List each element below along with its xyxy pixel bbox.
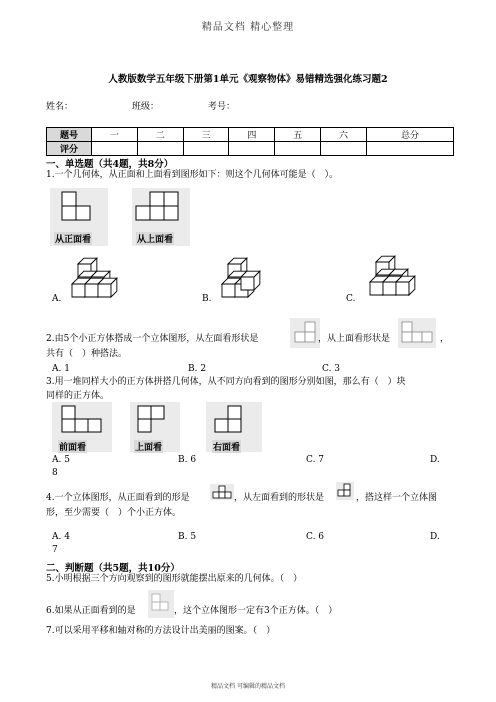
score-cell[interactable] <box>366 142 453 156</box>
unit-cube <box>98 278 117 297</box>
question-2-text-c: ， <box>440 334 450 344</box>
score-cell[interactable] <box>183 142 229 156</box>
score-cell[interactable] <box>92 142 138 156</box>
score-table <box>46 127 454 156</box>
q4-option-c[interactable]: C. 6 <box>306 532 325 542</box>
score-header-cell: 一 <box>92 128 138 142</box>
question-5-text: 5.小明根据三个方向观察到的图形就能摆出原来的几何体。（ ） <box>46 574 303 584</box>
score-header-cell: 五 <box>275 128 321 142</box>
score-header-cell: 题号 <box>47 128 92 142</box>
q1-option-b[interactable]: B. <box>202 294 212 304</box>
question-4-text-a: 4.一个立体图形，从正面看到的形是 <box>46 493 190 503</box>
question-4-text-d: 形，至少需要（ ）个小正方体。 <box>46 508 182 518</box>
q2-option-a[interactable]: A. 1 <box>52 364 70 374</box>
q3-right-view-label: 右面看 <box>212 440 241 453</box>
section-1-heading: 一、单选题（共4题，共8分） <box>46 159 174 170</box>
page-title: 人教版数学五年级下册第1单元《观察物体》易错精选强化练习题2 <box>108 74 388 85</box>
q1-option-c-cube-figure <box>358 252 410 304</box>
q3-option-a[interactable]: A. 5 <box>52 455 70 465</box>
question-6-text-a: 6.如果从正面看到的是 <box>46 606 136 616</box>
unit-cube <box>396 276 415 295</box>
q4-option-d[interactable]: D. <box>430 532 440 542</box>
q1-option-b-cube-figure <box>212 256 262 304</box>
score-row-label: 评分 <box>47 142 92 156</box>
page-footer: 精品文档 可编辑的精品文档 <box>211 683 285 690</box>
score-header-cell: 二 <box>137 128 183 142</box>
q6-front-view-figure <box>148 590 174 618</box>
unit-cube <box>241 271 260 290</box>
q4-front-view-figure <box>210 484 234 500</box>
score-header-cell: 总分 <box>366 128 453 142</box>
q2-option-c[interactable]: C. 3 <box>322 364 341 374</box>
q1-top-view-label: 从上面看 <box>136 232 174 245</box>
question-4-text-b: ，从左面看到的形状是 <box>234 493 325 503</box>
q3-option-b[interactable]: B. 6 <box>178 455 197 465</box>
question-7-text: 7.可以采用平移和轴对称的方法设计出美丽的图案。（ ） <box>46 626 276 636</box>
q1-front-view-label: 从正面看 <box>54 232 92 245</box>
question-3-text-line-1: 3.用一堆同样大小的正方体拼搭几何体，从不同方向看到的图形分别如图，那么有（ ）块 <box>46 377 406 387</box>
q4-option-d-value: 7 <box>52 545 58 555</box>
q3-option-c[interactable]: C. 7 <box>306 455 325 465</box>
number-label: 考号： <box>208 102 236 112</box>
question-2-text-b: ，从上面看形状是 <box>318 334 391 344</box>
q3-top-view-label: 上面看 <box>134 440 163 453</box>
score-cell[interactable] <box>275 142 321 156</box>
score-cell[interactable] <box>137 142 183 156</box>
question-1-text: 1.一个几何体，从正面和上面看到图形如下：则这个几何体可能是（ ）。 <box>46 170 339 180</box>
question-2-text-d: 共有（ ）种搭法。 <box>46 349 128 359</box>
question-4-text-c: ，搭这样一个立体图 <box>356 493 438 503</box>
score-header-cell: 三 <box>183 128 229 142</box>
q2-top-view-figure <box>398 318 436 348</box>
q4-option-b[interactable]: B. 5 <box>178 532 197 542</box>
q4-left-view-figure <box>336 482 354 500</box>
q3-option-d-value: 8 <box>52 468 58 478</box>
q3-option-d[interactable]: D. <box>430 455 440 465</box>
q1-option-a[interactable]: A. <box>52 294 62 304</box>
q1-option-c[interactable]: C. <box>346 294 356 304</box>
section-2-heading: 二、判断题（共5题，共10分） <box>46 563 180 574</box>
question-3-text-line-2: 同样的正方体。 <box>46 391 110 401</box>
class-label: 班级： <box>132 102 160 112</box>
q2-option-b[interactable]: B. 2 <box>188 364 207 374</box>
score-cell[interactable] <box>229 142 275 156</box>
q1-option-a-cube-figure <box>64 252 114 304</box>
page-header: 精品文档 精心整理 <box>201 22 295 33</box>
q3-front-view-label: 前面看 <box>58 440 87 453</box>
score-header-cell: 四 <box>229 128 275 142</box>
name-label: 姓名： <box>46 102 74 112</box>
score-cell[interactable] <box>321 142 367 156</box>
score-header-cell: 六 <box>321 128 367 142</box>
score-value-row <box>47 142 454 156</box>
q4-option-a[interactable]: A. 4 <box>52 532 70 542</box>
question-2-text-a: 2.由5个小正方体搭成一个立体图形，从左面看形状是 <box>46 334 259 344</box>
q2-left-view-figure <box>290 318 320 348</box>
question-6-text-b: ，这个立体图形一定有3个正方体。（ ） <box>174 606 338 616</box>
score-header-row <box>47 128 454 142</box>
